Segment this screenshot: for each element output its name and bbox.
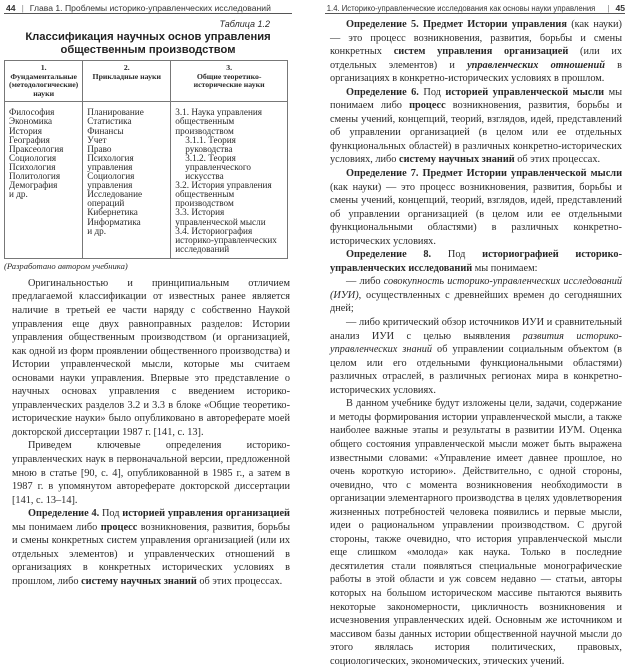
emphasis-text: управленческих отношений [467, 59, 605, 71]
emphasis-text: историей управления организацией [122, 508, 290, 520]
table-cell-item: Психология управления [87, 152, 134, 172]
header-label: Общие теоретико-исторические науки [193, 71, 265, 90]
page-number-block [597, 3, 625, 13]
table-cell-item: Политология [9, 171, 61, 182]
text-run: об управлении социальным объектом (в целом или его отдельными функциональными областями) различных отраслей, в различных регионах мира в конкретно-исторических условиях. [330, 344, 622, 396]
text-run: Под [99, 508, 123, 520]
right-body-text [330, 18, 622, 668]
running-head-box [325, 3, 597, 13]
table-cell-item: Праксеология [9, 143, 64, 154]
paragraph [330, 86, 622, 167]
header-num: 1. [40, 63, 47, 72]
table-cell-item: Демография [9, 180, 58, 191]
text-run: Под [418, 86, 446, 98]
text-run: об этих процессах. [196, 575, 283, 587]
table-cell-item: Планирование [87, 107, 144, 118]
fundamental-sciences-cell [5, 102, 83, 259]
text-run: , осуществленных с древнейших времен до сегодняшних дней; [330, 289, 622, 315]
table-cell-item: Информатика [87, 216, 141, 227]
emphasis-text: систему научных знаний [399, 154, 515, 166]
table-cell-item: Исследование операций [87, 189, 143, 209]
section-title: 1.4. Историко-управленческие исследования как основы науки управления [326, 3, 596, 13]
running-head-text [4, 3, 271, 13]
table-cell-item: Кибернетика [87, 207, 138, 218]
table-cell-item: 3.1. Наука управления общественным производством [175, 107, 263, 136]
emphasis-text: процесс [409, 100, 446, 112]
text-run: возникновения, развития, борьбы и смены учений, концепций, теорий, взглядов, идей, представлений об управлении организацией (в целом или ее отдельных функциональных областей) в различных конкретно-исторических условиях, либо [330, 100, 622, 166]
text-run: мы понимаем: [472, 262, 538, 274]
emphasis-text: Определение 8. [346, 249, 432, 261]
emphasis-text: Определение 7. Предмет Истории управленческой мысли [346, 168, 622, 180]
table-row [5, 102, 288, 259]
table-cell-item: Статистика [87, 116, 132, 127]
right-page [317, 0, 634, 667]
table-cell-item: 3.2. История управления общественным производством [175, 180, 272, 209]
table-note: (Разработано автором учебника) [4, 260, 128, 271]
text-run: мы понимаем либо [12, 521, 101, 533]
paragraph [330, 275, 622, 316]
text-run: В данном учебнике будут изложены цели, задачи, содержание и методы формирования истории управленческой мысли, а также наиболее важные этапы и результаты в развитии ИУМ. Оценка общего состояния управленческой мысли может быть выражена известными словами: «Управление имеет давнее прошлое, но очень короткую историю». Действительно, с одной стороны, очевидно, что с момента возникновения необходимости в организации элементарного производства в целях удовлетворения жизненных потребностей человека появились и первые мысли, идеи о рациональном управлении производством. С другой стороны, также очевидно, что история управленческой мысли еще слишком «молода» как наука. Только в последние десятилетия стали появляться специальные монографические работы в этой области и уж совсем недавно — статьи, авторы которых на большом историческом массиве пытаются выявить некоторые закономерности, цикличность возникновения и исчезновения управленческих идей. Основным же источником и массивом базы данных истории общественной научной мысли до этого являлась история политических, правовых, социологических, экономических, этических учений. [330, 398, 622, 667]
header-num: 3. [226, 63, 233, 72]
table-cell-item: Право [87, 143, 112, 154]
paragraph [330, 316, 622, 397]
table-title: Классификация научных основ управления общественным производством [25, 31, 271, 56]
page-number: 45 [615, 3, 625, 13]
paragraph [330, 18, 622, 86]
text-run: в организациях в конкретно-исторических условиях в прошлом. [330, 59, 622, 85]
emphasis-text: систем управления организацией [393, 46, 569, 58]
table-cell-item: Социология управления [87, 171, 135, 191]
paragraph [330, 397, 622, 668]
text-run: возникновения, развития, борьбы и смены конкретных систем управления организацией (или их отдельных элементов) и управленческих отношений в организациях в конкретных исторических условиях в прошлом, либо [12, 521, 290, 587]
table-cell-item: Психология [9, 161, 56, 172]
chapter-title: Глава 1. Проблемы историко-управленческих исследований [29, 3, 271, 13]
table-cell-item: 3.4. Историография историко-управленческих исследований [175, 225, 277, 254]
table-cell-item: Экономика [9, 116, 53, 127]
left-page [0, 0, 317, 587]
emphasis-text: систему научных знаний [81, 575, 197, 587]
text-run: (как науки) — это процесс возникновения, развития, борьбы и смены конкретных [330, 19, 622, 58]
header-num: 2. [123, 63, 130, 72]
table-cell-item: и др. [9, 189, 28, 200]
header-cell [5, 61, 83, 102]
separator: | [21, 3, 24, 13]
emphasis-text: Определение 4. [28, 508, 100, 520]
left-body-text [12, 277, 290, 589]
text-run: мы понимаем либо [330, 86, 623, 112]
text-run: (как науки) — это процесс возникновения, развития, борьбы и смены учений, концепций, теорий, взглядов, идей, представлений об управлении организацией (в целом или ее отдельными функциональными областями) в различных конкретно-исторических условиях. [330, 181, 622, 247]
text-run: Приведем ключевые определения историко-управленческих наук в первоначальной версии, предложенной мною в статье [90, с. 4], опубликованной в 1985 г., а затем в 1987 г. в упомянутом автореферате докторской диссертации [141, с. 13–14]. [12, 440, 290, 506]
classification-table [4, 60, 288, 259]
table-cell-item: 3.1.2. Теория управленческого искусства [185, 152, 251, 182]
paragraph [12, 439, 290, 507]
header-label: Фундаментальные (методологические) науки [9, 71, 79, 98]
paragraph [330, 167, 622, 248]
emphasis-text: историей управленческой мысли [445, 86, 605, 98]
emphasis-text: Определение 6. [346, 86, 419, 98]
text-run: — либо критический обзор источников ИУИ и сравнительный анализ ИУИ с целью выявления [330, 317, 622, 342]
applied-sciences-cell [83, 102, 171, 259]
paragraph [12, 277, 290, 440]
table-cell-item: 3.3. История управленческой мысли [175, 207, 266, 227]
emphasis-text: историографией историко-управленческих исследований [330, 249, 622, 274]
table-cell-item: Социология [9, 152, 57, 163]
running-head-right [325, 0, 625, 14]
paragraph [12, 507, 290, 588]
text-run: — либо [346, 276, 384, 288]
table-cell-item: Учет [87, 134, 107, 145]
table-cell-item: и др. [87, 225, 107, 236]
separator: | [607, 3, 610, 13]
emphasis-text: совокупность историко-управленческих исследований (ИУИ) [330, 276, 622, 301]
page-number: 44 [6, 3, 16, 13]
table-label: Таблица 1.2 [219, 19, 270, 29]
text-run: Оригинальностью и принципиальным отличием предлагаемой классификации от известных ранее является наличие в третьей ее части наряду с собственно Наукой управления еще двух равноправных разделов: Истории управления общественным производством (и организацией, как одной из форм проявлении общественного производства) и Истории управленческой мысли, которые мы считаем основами науки управления. Впервые это представление о научных основах управления с введением историко-управленческих разделов 3.2 и 3.3 в блоке «Общие теоретико-исторические науки» было опубликовано в автореферате моей докторской диссертации 1987 г. [141, с. 13]. [12, 277, 290, 438]
header-cell [83, 61, 171, 102]
table-cell-item: География [9, 134, 50, 145]
table-cell-item: История [9, 125, 42, 136]
left-column [4, 0, 292, 588]
text-run: об этих процессах. [514, 154, 601, 166]
table-header-row [5, 61, 288, 102]
right-column [325, 0, 625, 668]
table-cell-item: Финансы [87, 125, 124, 136]
table-cell-item: 3.1.1. Теория руководства [185, 134, 236, 154]
emphasis-text: процесс [100, 521, 138, 533]
emphasis-text: развития историко-управленческих знаний [330, 330, 622, 356]
paragraph [330, 248, 622, 275]
text-run: Под [431, 249, 483, 261]
emphasis-text: Определение 5. Предмет Истории управления [346, 19, 567, 30]
table-cell-item: Философия [9, 107, 55, 118]
text-run: (или их отдельных элементов) и [330, 46, 623, 71]
general-sciences-cell [171, 102, 288, 259]
running-head-left [4, 0, 292, 14]
header-label: Прикладные науки [92, 71, 161, 81]
header-cell [171, 61, 288, 102]
